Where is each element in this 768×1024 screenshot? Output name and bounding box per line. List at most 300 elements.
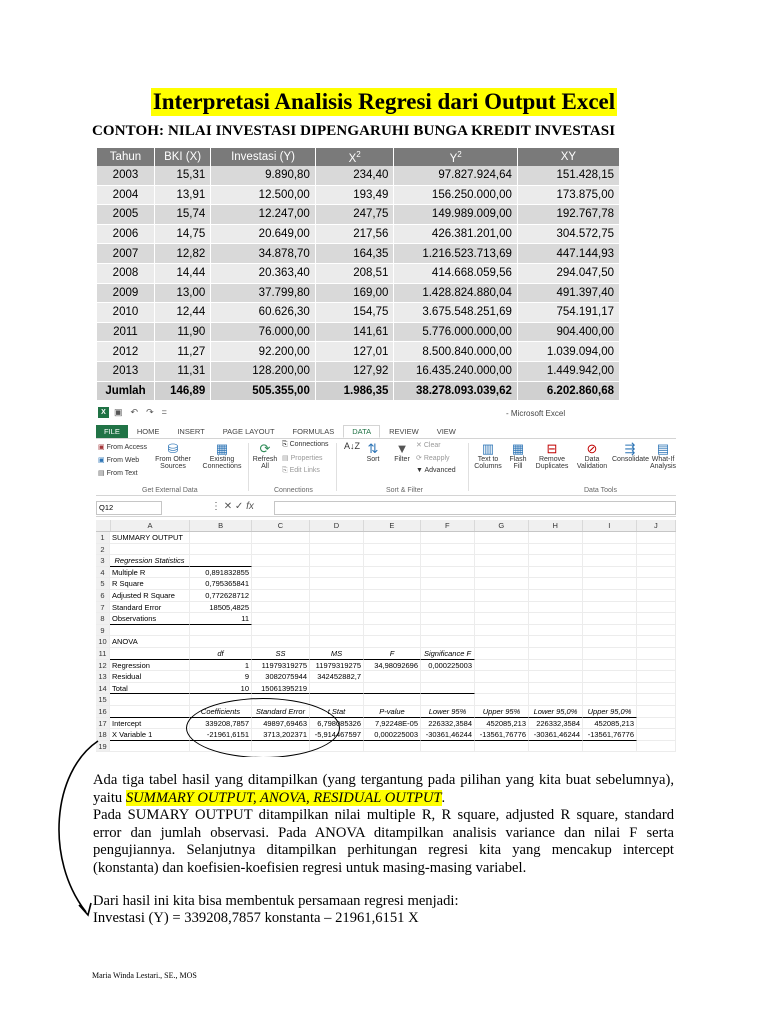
cell[interactable] — [252, 544, 310, 556]
cell[interactable]: Regression — [110, 660, 190, 672]
tab-formulas[interactable]: FORMULAS — [292, 426, 335, 436]
cell[interactable]: -30361,46244 — [421, 729, 475, 741]
cell[interactable] — [475, 694, 529, 706]
cell[interactable]: Lower 95% — [421, 706, 475, 718]
row-number[interactable]: 13 — [96, 671, 110, 683]
edit-links-icon: ⎘ — [282, 467, 288, 474]
cell[interactable] — [310, 555, 364, 567]
cell[interactable] — [421, 578, 475, 590]
cell[interactable]: 0,000225003 — [421, 660, 475, 672]
cell[interactable] — [190, 544, 252, 556]
cell[interactable] — [583, 613, 637, 625]
consolidate-button[interactable]: ⇶ Consolidate — [612, 441, 649, 463]
cell[interactable] — [529, 578, 583, 590]
from-access-button[interactable]: ▣ From Access — [98, 444, 148, 451]
cell[interactable]: 6,798085326 — [310, 718, 364, 730]
text-to-columns-button[interactable]: ▥ Text to Columns — [472, 441, 504, 470]
cell[interactable] — [583, 532, 637, 544]
cell[interactable] — [110, 706, 190, 718]
cell[interactable]: Intercept — [110, 718, 190, 730]
row-number[interactable]: 9 — [96, 625, 110, 637]
cell[interactable]: ANOVA — [110, 636, 190, 648]
cell[interactable] — [310, 567, 364, 579]
cell[interactable]: P-value — [364, 706, 421, 718]
filter-button[interactable]: ▼ Filter — [390, 441, 414, 463]
cell[interactable]: Total — [110, 683, 190, 695]
column-header-a[interactable]: A — [111, 520, 190, 531]
cell[interactable]: 226332,3584 — [421, 718, 475, 730]
cell[interactable]: 7,92248E-05 — [364, 718, 421, 730]
cell[interactable] — [583, 671, 637, 683]
cell[interactable] — [529, 636, 583, 648]
cell[interactable] — [421, 671, 475, 683]
cell[interactable] — [190, 532, 252, 544]
reapply-icon: ⟳ — [416, 455, 422, 462]
data-table — [97, 148, 620, 401]
cell[interactable] — [310, 602, 364, 614]
cell[interactable]: 1 — [190, 660, 252, 672]
cell[interactable] — [364, 636, 421, 648]
sheet-row — [96, 729, 676, 741]
cell[interactable] — [475, 578, 529, 590]
cell[interactable] — [421, 683, 475, 695]
cell[interactable] — [421, 636, 475, 648]
from-web-button[interactable]: ▣ From Web — [98, 457, 140, 464]
table-cell: 37.799,80 — [211, 283, 316, 303]
advanced-icon: ▼ — [416, 467, 423, 474]
cell[interactable] — [364, 613, 421, 625]
cell[interactable] — [637, 636, 676, 648]
table-row — [97, 322, 620, 342]
cell[interactable]: -5,914467597 — [310, 729, 364, 741]
column-header: $Y^2$ — [394, 148, 517, 166]
cell[interactable] — [637, 694, 676, 706]
cell[interactable] — [421, 602, 475, 614]
tab-page-layout[interactable]: PAGE LAYOUT — [222, 426, 275, 436]
refresh-icon: ⟳ — [259, 441, 271, 456]
sheet-row — [96, 636, 676, 648]
cell[interactable] — [364, 671, 421, 683]
column-header-c[interactable]: C — [252, 520, 310, 531]
table-cell: 1.449.942,00 — [517, 361, 619, 381]
table-cell: 1.428.824.880,04 — [394, 283, 517, 303]
cell[interactable] — [529, 590, 583, 602]
column-header-h[interactable]: H — [529, 520, 583, 531]
cell[interactable]: Adjusted R Square — [110, 590, 190, 602]
select-all-corner[interactable] — [96, 520, 111, 531]
name-box[interactable]: Q12 — [96, 501, 162, 515]
cell[interactable] — [475, 613, 529, 625]
cell[interactable] — [252, 625, 310, 637]
cell[interactable] — [190, 636, 252, 648]
cell[interactable] — [475, 683, 529, 695]
cell[interactable] — [637, 671, 676, 683]
table-row — [97, 205, 620, 225]
from-other-sources-button[interactable]: ⛁ From Other Sources — [152, 441, 194, 470]
row-number[interactable]: 4 — [96, 567, 110, 579]
cell[interactable] — [475, 741, 529, 753]
clear-button[interactable]: ✕ Clear — [416, 442, 441, 449]
row-number[interactable]: 8 — [96, 613, 110, 625]
data-validation-button[interactable]: ⊘ Data Validation — [572, 441, 612, 470]
cell[interactable] — [475, 567, 529, 579]
cell[interactable]: Upper 95% — [475, 706, 529, 718]
cell[interactable] — [637, 578, 676, 590]
table-cell: 491.397,40 — [517, 283, 619, 303]
cell[interactable] — [637, 613, 676, 625]
row-number[interactable]: 6 — [96, 590, 110, 602]
cell[interactable]: 0,891832855 — [190, 567, 252, 579]
sheet-row — [96, 578, 676, 590]
sheet-row — [96, 602, 676, 614]
cell[interactable] — [421, 532, 475, 544]
cell[interactable] — [421, 567, 475, 579]
column-header-f[interactable]: F — [421, 520, 475, 531]
cell[interactable] — [310, 613, 364, 625]
table-cell: 2013 — [97, 361, 154, 381]
row-number[interactable]: 10 — [96, 636, 110, 648]
what-if-icon: ▤ — [656, 441, 670, 456]
cell[interactable]: -21961,6151 — [190, 729, 252, 741]
from-text-button[interactable]: ▤ From Text — [98, 470, 138, 477]
cell[interactable] — [252, 555, 310, 567]
what-if-button[interactable]: ▤ What-If Analysis — [649, 441, 676, 470]
formula-input[interactable] — [274, 501, 676, 515]
row-number[interactable]: 12 — [96, 660, 110, 672]
cell[interactable] — [310, 544, 364, 556]
subtitle: CONTOH: NILAI INVESTASI DIPENGARUHI BUNGA KREDIT INVESTASI — [92, 123, 616, 139]
cell[interactable] — [475, 544, 529, 556]
cell[interactable] — [475, 590, 529, 602]
cell[interactable]: 18505,4825 — [190, 602, 252, 614]
cell[interactable]: Residual — [110, 671, 190, 683]
cell[interactable]: R Square — [110, 578, 190, 590]
cell[interactable]: Standard Error — [252, 706, 310, 718]
cell[interactable] — [637, 706, 676, 718]
cell[interactable] — [529, 660, 583, 672]
table-row — [97, 263, 620, 283]
cell[interactable] — [364, 567, 421, 579]
cell[interactable] — [637, 741, 676, 753]
sheet-row — [96, 532, 676, 544]
tab-view[interactable]: VIEW — [436, 426, 456, 436]
cell[interactable] — [583, 694, 637, 706]
cell[interactable] — [529, 532, 583, 544]
cell[interactable]: Lower 95,0% — [529, 706, 583, 718]
sheet-row — [96, 567, 676, 579]
undo-icon[interactable]: ↶ — [130, 407, 139, 417]
cell[interactable] — [529, 683, 583, 695]
cell[interactable]: SUMMARY OUTPUT — [110, 532, 190, 544]
cell[interactable]: 3713,202371 — [252, 729, 310, 741]
cell[interactable] — [421, 555, 475, 567]
cell[interactable]: Standard Error — [110, 602, 190, 614]
row-number[interactable]: 15 — [96, 694, 110, 706]
cell[interactable] — [637, 567, 676, 579]
ribbon-data — [96, 439, 676, 496]
cell[interactable] — [637, 625, 676, 637]
cell[interactable] — [364, 625, 421, 637]
cell[interactable] — [583, 590, 637, 602]
group-label-connections: Connections — [274, 487, 313, 494]
row-number[interactable]: 14 — [96, 683, 110, 695]
redo-icon[interactable]: ↷ — [146, 407, 154, 417]
column-header-d[interactable]: D — [310, 520, 364, 531]
cell[interactable] — [475, 625, 529, 637]
cell[interactable]: -13561,76776 — [583, 729, 637, 741]
cell[interactable] — [529, 613, 583, 625]
cell[interactable] — [110, 694, 190, 706]
cell[interactable] — [110, 648, 190, 660]
cell[interactable]: t Stat — [310, 706, 364, 718]
cell[interactable] — [421, 590, 475, 602]
table-cell: 13,91 — [154, 185, 210, 205]
table-cell: 164,35 — [315, 244, 394, 264]
sort-button[interactable]: ⇅ Sort — [362, 441, 384, 463]
cell[interactable] — [310, 636, 364, 648]
cell[interactable] — [252, 532, 310, 544]
sort-az-icon[interactable]: A↓Z — [343, 441, 360, 451]
cell[interactable]: Observations — [110, 613, 190, 625]
cell[interactable] — [364, 544, 421, 556]
cell[interactable] — [190, 555, 252, 567]
row-number[interactable]: 17 — [96, 718, 110, 730]
cell[interactable]: MS — [310, 648, 364, 660]
sort-icon: ⇅ — [367, 441, 379, 456]
cell[interactable] — [637, 648, 676, 660]
reapply-button[interactable]: ⟳ Reapply — [416, 455, 450, 462]
cell[interactable] — [252, 567, 310, 579]
cell[interactable] — [364, 741, 421, 753]
tab-file[interactable]: FILE — [96, 425, 128, 438]
cell[interactable]: -13561,76776 — [475, 729, 529, 741]
edit-links-button[interactable]: ⎘ Edit Links — [282, 467, 320, 474]
row-number[interactable]: 1 — [96, 532, 110, 544]
cell[interactable] — [364, 694, 421, 706]
column-header-e[interactable]: E — [364, 520, 421, 531]
column-header-g[interactable]: G — [475, 520, 529, 531]
table-cell: 149.989.009,00 — [394, 205, 517, 225]
cell[interactable]: 342452882,7 — [310, 671, 364, 683]
tab-review[interactable]: REVIEW — [389, 426, 419, 436]
cell[interactable] — [252, 602, 310, 614]
total-cell: 6.202.860,68 — [517, 381, 619, 401]
cell[interactable] — [421, 613, 475, 625]
cell[interactable] — [583, 555, 637, 567]
highlighted-terms: SUMMARY OUTPUT, ANOVA, RESIDUAL OUTPUT — [125, 789, 442, 806]
cell[interactable]: 11979319275 — [310, 660, 364, 672]
cell[interactable] — [364, 590, 421, 602]
refresh-all-button[interactable]: ⟳ Refresh All — [250, 441, 280, 470]
cell[interactable] — [364, 683, 421, 695]
cell[interactable] — [529, 648, 583, 660]
column-header-j[interactable]: J — [637, 520, 676, 531]
cell[interactable]: -30361,46244 — [529, 729, 583, 741]
row-number[interactable]: 11 — [96, 648, 110, 660]
cell[interactable]: df — [190, 648, 252, 660]
cell[interactable]: 0,795365841 — [190, 578, 252, 590]
row-number[interactable]: 19 — [96, 741, 110, 753]
cell[interactable] — [583, 625, 637, 637]
cell[interactable]: 339208,7857 — [190, 718, 252, 730]
cell[interactable] — [110, 741, 190, 753]
cell[interactable] — [583, 636, 637, 648]
cell[interactable] — [475, 602, 529, 614]
cell[interactable] — [310, 532, 364, 544]
cell[interactable] — [583, 567, 637, 579]
cell[interactable] — [421, 741, 475, 753]
cell[interactable] — [252, 636, 310, 648]
table-cell: 2004 — [97, 185, 154, 205]
cell[interactable] — [110, 544, 190, 556]
table-cell: 11,27 — [154, 342, 210, 362]
fx-icon[interactable]: ⋮ ✕ ✓ fx — [211, 501, 254, 512]
cell[interactable] — [529, 567, 583, 579]
advanced-button[interactable]: ▼ Advanced — [416, 467, 456, 474]
cell[interactable] — [252, 613, 310, 625]
cell[interactable] — [475, 555, 529, 567]
tab-home[interactable]: HOME — [136, 426, 160, 436]
cell[interactable]: 0,772628712 — [190, 590, 252, 602]
cell[interactable] — [583, 741, 637, 753]
table-cell: 16.435.240.000,00 — [394, 361, 517, 381]
cell[interactable] — [364, 555, 421, 567]
tab-data[interactable]: DATA — [343, 425, 380, 438]
cell[interactable] — [310, 590, 364, 602]
cell[interactable]: 452085,213 — [475, 718, 529, 730]
cell[interactable] — [364, 532, 421, 544]
row-number[interactable]: 3 — [96, 555, 110, 567]
column-header: $X^2$ — [315, 148, 394, 166]
cell[interactable] — [529, 602, 583, 614]
sheet-row — [96, 683, 676, 695]
total-cell: 505.355,00 — [211, 381, 316, 401]
cell[interactable]: X Variable 1 — [110, 729, 190, 741]
cell[interactable] — [475, 671, 529, 683]
cell[interactable] — [529, 544, 583, 556]
cell[interactable] — [637, 544, 676, 556]
cell[interactable] — [637, 555, 676, 567]
cell[interactable] — [583, 683, 637, 695]
properties-button[interactable]: ▤ Properties — [282, 455, 323, 462]
cell[interactable]: Significance F — [421, 648, 475, 660]
cell[interactable] — [475, 660, 529, 672]
cell[interactable]: 11 — [190, 613, 252, 625]
cell[interactable] — [475, 532, 529, 544]
cell[interactable] — [583, 578, 637, 590]
cell[interactable]: F — [364, 648, 421, 660]
table-header-row — [97, 148, 620, 166]
row-number[interactable]: 7 — [96, 602, 110, 614]
cell[interactable] — [421, 544, 475, 556]
properties-icon: ▤ — [282, 455, 289, 462]
existing-connections-button[interactable]: ▦ Existing Connections — [200, 441, 244, 470]
row-number[interactable]: 18 — [96, 729, 110, 741]
cell[interactable]: 11979319275 — [252, 660, 310, 672]
row-number[interactable]: 16 — [96, 706, 110, 718]
table-cell: 294.047,50 — [517, 263, 619, 283]
cell[interactable]: Multiple R — [110, 567, 190, 579]
cell[interactable] — [637, 683, 676, 695]
table-cell: 904.400,00 — [517, 322, 619, 342]
cell[interactable] — [475, 648, 529, 660]
cell[interactable]: 452085,213 — [583, 718, 637, 730]
cell[interactable] — [583, 602, 637, 614]
customize-qat-icon[interactable]: = — [161, 407, 167, 417]
cell[interactable] — [364, 578, 421, 590]
remove-duplicates-button[interactable]: ⊟ Remove Duplicates — [532, 441, 572, 470]
cell[interactable] — [421, 625, 475, 637]
table-total-row — [97, 381, 620, 401]
cell[interactable] — [529, 555, 583, 567]
cell[interactable] — [637, 602, 676, 614]
cell[interactable] — [583, 648, 637, 660]
cell[interactable] — [475, 636, 529, 648]
sheet-row — [96, 718, 676, 730]
cell[interactable]: 226332,3584 — [529, 718, 583, 730]
cell[interactable] — [529, 625, 583, 637]
cell[interactable] — [637, 718, 676, 730]
cell[interactable]: Regression Statistics — [110, 555, 190, 567]
cell[interactable] — [310, 694, 364, 706]
column-header-b[interactable]: B — [190, 520, 252, 531]
table-cell: 304.572,75 — [517, 224, 619, 244]
cell[interactable] — [421, 694, 475, 706]
cell[interactable] — [310, 683, 364, 695]
cell[interactable] — [637, 729, 676, 741]
cell[interactable]: 49897,69463 — [252, 718, 310, 730]
cell[interactable] — [364, 602, 421, 614]
cell[interactable]: Coefficients — [190, 706, 252, 718]
cell[interactable] — [310, 578, 364, 590]
tab-insert[interactable]: INSERT — [177, 426, 205, 436]
cell[interactable] — [110, 625, 190, 637]
table-cell: 127,92 — [315, 361, 394, 381]
row-number[interactable]: 5 — [96, 578, 110, 590]
save-icon[interactable]: ▣ — [114, 407, 123, 417]
table-cell: 156.250.000,00 — [394, 185, 517, 205]
cell[interactable]: 3082075944 — [252, 671, 310, 683]
table-row — [97, 224, 620, 244]
cell[interactable] — [583, 660, 637, 672]
column-header-i[interactable]: I — [583, 520, 637, 531]
flash-fill-button[interactable]: ▦ Flash Fill — [506, 441, 530, 470]
cell[interactable]: 10 — [190, 683, 252, 695]
cell[interactable] — [529, 741, 583, 753]
table-row — [97, 244, 620, 264]
cell[interactable] — [529, 671, 583, 683]
cell[interactable] — [529, 694, 583, 706]
cell[interactable]: 9 — [190, 671, 252, 683]
cell[interactable] — [637, 660, 676, 672]
table-cell: 20.649,00 — [211, 224, 316, 244]
cell[interactable] — [583, 544, 637, 556]
cell[interactable]: 34,98092696 — [364, 660, 421, 672]
table-cell: 60.626,30 — [211, 303, 316, 323]
cell[interactable] — [252, 590, 310, 602]
cell[interactable] — [190, 625, 252, 637]
cell[interactable] — [310, 625, 364, 637]
cell[interactable] — [637, 532, 676, 544]
cell[interactable] — [637, 590, 676, 602]
cell[interactable]: Upper 95,0% — [583, 706, 637, 718]
row-number[interactable]: 2 — [96, 544, 110, 556]
cell[interactable]: SS — [252, 648, 310, 660]
connections-button[interactable]: ⎘ Connections — [282, 441, 329, 448]
cell[interactable]: 15061395219 — [252, 683, 310, 695]
cell[interactable] — [252, 578, 310, 590]
cell[interactable]: 0,000225003 — [364, 729, 421, 741]
